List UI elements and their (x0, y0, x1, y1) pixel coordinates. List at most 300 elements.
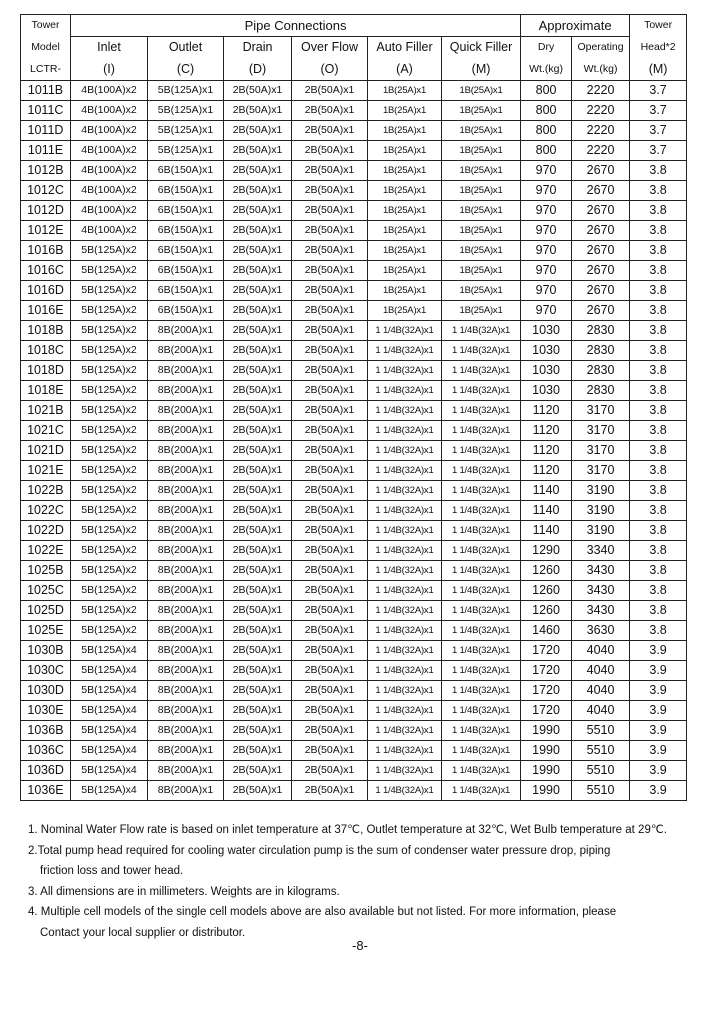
cell-inlet: 5B(125A)x4 (71, 641, 148, 661)
cell-quick-filler: 1 1/4B(32A)x1 (442, 481, 521, 501)
cell-quick-filler: 1 1/4B(32A)x1 (442, 721, 521, 741)
cell-quick-filler: 1 1/4B(32A)x1 (442, 421, 521, 441)
cell-operating-weight: 4040 (572, 641, 630, 661)
header-approximate: Approximate (521, 15, 630, 37)
cell-drain: 2B(50A)x1 (224, 361, 292, 381)
cell-drain: 2B(50A)x1 (224, 601, 292, 621)
cell-dry-weight: 1720 (521, 701, 572, 721)
header-operating: Operating (572, 37, 630, 59)
cell-outlet: 8B(200A)x1 (148, 561, 224, 581)
cell-auto-filler: 1B(25A)x1 (368, 221, 442, 241)
cell-outlet: 8B(200A)x1 (148, 621, 224, 641)
cell-dry-weight: 1120 (521, 421, 572, 441)
cell-overflow: 2B(50A)x1 (292, 641, 368, 661)
cell-dry-weight: 970 (521, 181, 572, 201)
cell-inlet: 5B(125A)x2 (71, 481, 148, 501)
cell-quick-filler: 1 1/4B(32A)x1 (442, 621, 521, 641)
table-row (21, 161, 687, 181)
cell-tower-head: 3.9 (630, 661, 687, 681)
header-head-unit: (M) (630, 59, 687, 81)
cell-operating-weight: 3170 (572, 401, 630, 421)
table-row (21, 301, 687, 321)
cell-outlet: 8B(200A)x1 (148, 601, 224, 621)
cell-quick-filler: 1 1/4B(32A)x1 (442, 461, 521, 481)
cell-model: 1016E (21, 301, 71, 321)
cell-outlet: 8B(200A)x1 (148, 421, 224, 441)
cell-inlet: 5B(125A)x2 (71, 341, 148, 361)
cell-quick-filler: 1 1/4B(32A)x1 (442, 541, 521, 561)
cell-auto-filler: 1B(25A)x1 (368, 181, 442, 201)
cell-drain: 2B(50A)x1 (224, 481, 292, 501)
cell-model: 1030E (21, 701, 71, 721)
cell-drain: 2B(50A)x1 (224, 441, 292, 461)
table-header (21, 15, 687, 81)
cell-auto-filler: 1 1/4B(32A)x1 (368, 701, 442, 721)
cell-model: 1011C (21, 101, 71, 121)
table-row (21, 201, 687, 221)
cell-overflow: 2B(50A)x1 (292, 281, 368, 301)
cell-model: 1036B (21, 721, 71, 741)
header-row-1 (21, 15, 687, 37)
cell-quick-filler: 1B(25A)x1 (442, 241, 521, 261)
cell-auto-filler: 1B(25A)x1 (368, 161, 442, 181)
cell-operating-weight: 3430 (572, 581, 630, 601)
cell-operating-weight: 2220 (572, 81, 630, 101)
cell-model: 1012B (21, 161, 71, 181)
cell-auto-filler: 1 1/4B(32A)x1 (368, 321, 442, 341)
cell-overflow: 2B(50A)x1 (292, 441, 368, 461)
cell-tower-head: 3.8 (630, 581, 687, 601)
cell-model: 1030B (21, 641, 71, 661)
cell-quick-filler: 1B(25A)x1 (442, 81, 521, 101)
cell-operating-weight: 2670 (572, 261, 630, 281)
cell-dry-weight: 800 (521, 121, 572, 141)
cell-quick-filler: 1 1/4B(32A)x1 (442, 641, 521, 661)
cell-dry-weight: 970 (521, 221, 572, 241)
cell-auto-filler: 1 1/4B(32A)x1 (368, 641, 442, 661)
cell-drain: 2B(50A)x1 (224, 401, 292, 421)
cell-overflow: 2B(50A)x1 (292, 361, 368, 381)
cell-dry-weight: 1990 (521, 741, 572, 761)
cell-quick-filler: 1 1/4B(32A)x1 (442, 781, 521, 801)
cell-inlet: 4B(100A)x2 (71, 161, 148, 181)
table-row (21, 481, 687, 501)
cell-model: 1021C (21, 421, 71, 441)
cell-overflow: 2B(50A)x1 (292, 181, 368, 201)
cell-drain: 2B(50A)x1 (224, 341, 292, 361)
table-row (21, 641, 687, 661)
cell-outlet: 5B(125A)x1 (148, 121, 224, 141)
cell-auto-filler: 1 1/4B(32A)x1 (368, 601, 442, 621)
cell-inlet: 5B(125A)x2 (71, 441, 148, 461)
table-row (21, 701, 687, 721)
cell-dry-weight: 1030 (521, 341, 572, 361)
cell-outlet: 6B(150A)x1 (148, 181, 224, 201)
cell-auto-filler: 1 1/4B(32A)x1 (368, 581, 442, 601)
cell-operating-weight: 2670 (572, 281, 630, 301)
cell-auto-filler: 1 1/4B(32A)x1 (368, 441, 442, 461)
cell-auto-filler: 1 1/4B(32A)x1 (368, 761, 442, 781)
cell-outlet: 8B(200A)x1 (148, 581, 224, 601)
cell-outlet: 8B(200A)x1 (148, 721, 224, 741)
cell-auto-filler: 1 1/4B(32A)x1 (368, 781, 442, 801)
cell-auto-filler: 1 1/4B(32A)x1 (368, 481, 442, 501)
cell-drain: 2B(50A)x1 (224, 181, 292, 201)
cell-outlet: 6B(150A)x1 (148, 161, 224, 181)
header-model-line2: Model (21, 37, 71, 59)
cell-operating-weight: 5510 (572, 781, 630, 801)
cell-model: 1011E (21, 141, 71, 161)
cell-quick-filler: 1 1/4B(32A)x1 (442, 561, 521, 581)
cell-operating-weight: 3430 (572, 561, 630, 581)
cell-quick-filler: 1B(25A)x1 (442, 201, 521, 221)
cell-tower-head: 3.8 (630, 441, 687, 461)
table-row (21, 401, 687, 421)
cell-quick-filler: 1 1/4B(32A)x1 (442, 501, 521, 521)
cell-operating-weight: 5510 (572, 741, 630, 761)
cell-drain: 2B(50A)x1 (224, 121, 292, 141)
cell-inlet: 5B(125A)x2 (71, 321, 148, 341)
header-auto-filler-code: (A) (368, 59, 442, 81)
note-4: 4. Multiple cell models of the single cell models above are also available but not listed. For more information, please (28, 906, 617, 918)
cell-operating-weight: 4040 (572, 661, 630, 681)
page-number: -8- (352, 938, 368, 953)
cell-inlet: 5B(125A)x2 (71, 561, 148, 581)
cell-outlet: 6B(150A)x1 (148, 201, 224, 221)
cell-drain: 2B(50A)x1 (224, 261, 292, 281)
cell-quick-filler: 1 1/4B(32A)x1 (442, 381, 521, 401)
pipe-connections-table (20, 14, 687, 801)
cell-auto-filler: 1 1/4B(32A)x1 (368, 721, 442, 741)
cell-auto-filler: 1 1/4B(32A)x1 (368, 401, 442, 421)
table-row (21, 761, 687, 781)
cell-outlet: 8B(200A)x1 (148, 741, 224, 761)
cell-drain: 2B(50A)x1 (224, 201, 292, 221)
cell-quick-filler: 1B(25A)x1 (442, 101, 521, 121)
cell-dry-weight: 1990 (521, 781, 572, 801)
header-dry: Dry (521, 37, 572, 59)
cell-outlet: 5B(125A)x1 (148, 141, 224, 161)
note-3: 3. All dimensions are in millimeters. Weights are in kilograms. (28, 885, 340, 898)
cell-dry-weight: 1120 (521, 461, 572, 481)
cell-outlet: 8B(200A)x1 (148, 641, 224, 661)
header-row-2 (21, 37, 687, 59)
cell-dry-weight: 1140 (521, 521, 572, 541)
cell-overflow: 2B(50A)x1 (292, 741, 368, 761)
cell-quick-filler: 1B(25A)x1 (442, 301, 521, 321)
header-model-line3: LCTR- (21, 59, 71, 81)
cell-model: 1022E (21, 541, 71, 561)
cell-model: 1030D (21, 681, 71, 701)
table-row (21, 681, 687, 701)
cell-model: 1025C (21, 581, 71, 601)
cell-outlet: 8B(200A)x1 (148, 681, 224, 701)
cell-outlet: 8B(200A)x1 (148, 381, 224, 401)
cell-drain: 2B(50A)x1 (224, 461, 292, 481)
cell-inlet: 4B(100A)x2 (71, 101, 148, 121)
table-row (21, 221, 687, 241)
note-2: 2.Total pump head required for cooling water circulation pump is the sum of condenser water pressure drop, piping (28, 844, 611, 857)
cell-drain: 2B(50A)x1 (224, 281, 292, 301)
footnotes (28, 820, 708, 943)
cell-overflow: 2B(50A)x1 (292, 201, 368, 221)
cell-tower-head: 3.9 (630, 741, 687, 761)
cell-operating-weight: 2670 (572, 201, 630, 221)
cell-dry-weight: 970 (521, 261, 572, 281)
cell-inlet: 4B(100A)x2 (71, 221, 148, 241)
cell-overflow: 2B(50A)x1 (292, 561, 368, 581)
cell-tower-head: 3.7 (630, 101, 687, 121)
cell-drain: 2B(50A)x1 (224, 501, 292, 521)
cell-overflow: 2B(50A)x1 (292, 681, 368, 701)
table-row (21, 781, 687, 801)
header-row-3 (21, 59, 687, 81)
cell-inlet: 5B(125A)x4 (71, 681, 148, 701)
cell-overflow: 2B(50A)x1 (292, 141, 368, 161)
cell-tower-head: 3.7 (630, 81, 687, 101)
cell-outlet: 8B(200A)x1 (148, 701, 224, 721)
cell-drain: 2B(50A)x1 (224, 561, 292, 581)
table-row (21, 601, 687, 621)
cell-inlet: 4B(100A)x2 (71, 141, 148, 161)
cell-drain: 2B(50A)x1 (224, 661, 292, 681)
cell-model: 1016D (21, 281, 71, 301)
cell-operating-weight: 3190 (572, 481, 630, 501)
cell-outlet: 5B(125A)x1 (148, 101, 224, 121)
cell-inlet: 4B(100A)x2 (71, 201, 148, 221)
cell-tower-head: 3.8 (630, 381, 687, 401)
cell-auto-filler: 1 1/4B(32A)x1 (368, 341, 442, 361)
cell-operating-weight: 2670 (572, 241, 630, 261)
cell-model: 1016C (21, 261, 71, 281)
cell-dry-weight: 1460 (521, 621, 572, 641)
header-head-line2: Head*2 (630, 37, 687, 59)
cell-operating-weight: 2830 (572, 381, 630, 401)
cell-overflow: 2B(50A)x1 (292, 381, 368, 401)
cell-operating-weight: 2220 (572, 141, 630, 161)
cell-inlet: 5B(125A)x2 (71, 401, 148, 421)
cell-inlet: 5B(125A)x2 (71, 541, 148, 561)
cell-model: 1025B (21, 561, 71, 581)
cell-outlet: 6B(150A)x1 (148, 261, 224, 281)
cell-inlet: 5B(125A)x2 (71, 241, 148, 261)
cell-quick-filler: 1B(25A)x1 (442, 141, 521, 161)
cell-drain: 2B(50A)x1 (224, 321, 292, 341)
cell-dry-weight: 1720 (521, 681, 572, 701)
cell-quick-filler: 1 1/4B(32A)x1 (442, 741, 521, 761)
cell-model: 1012E (21, 221, 71, 241)
cell-overflow: 2B(50A)x1 (292, 341, 368, 361)
spec-sheet (20, 14, 687, 801)
cell-model: 1012D (21, 201, 71, 221)
cell-tower-head: 3.8 (630, 261, 687, 281)
cell-model: 1011B (21, 81, 71, 101)
cell-tower-head: 3.8 (630, 201, 687, 221)
cell-tower-head: 3.9 (630, 781, 687, 801)
cell-tower-head: 3.9 (630, 721, 687, 741)
cell-drain: 2B(50A)x1 (224, 101, 292, 121)
table-row (21, 141, 687, 161)
cell-inlet: 5B(125A)x4 (71, 701, 148, 721)
cell-outlet: 8B(200A)x1 (148, 521, 224, 541)
cell-overflow: 2B(50A)x1 (292, 241, 368, 261)
table-row (21, 241, 687, 261)
cell-inlet: 5B(125A)x4 (71, 661, 148, 681)
table-row (21, 121, 687, 141)
cell-dry-weight: 1720 (521, 661, 572, 681)
cell-dry-weight: 1030 (521, 361, 572, 381)
cell-model: 1022C (21, 501, 71, 521)
cell-auto-filler: 1 1/4B(32A)x1 (368, 501, 442, 521)
cell-outlet: 6B(150A)x1 (148, 241, 224, 261)
cell-drain: 2B(50A)x1 (224, 421, 292, 441)
cell-quick-filler: 1B(25A)x1 (442, 221, 521, 241)
cell-drain: 2B(50A)x1 (224, 141, 292, 161)
cell-overflow: 2B(50A)x1 (292, 101, 368, 121)
table-row (21, 81, 687, 101)
table-row (21, 181, 687, 201)
table-row (21, 321, 687, 341)
cell-operating-weight: 3190 (572, 501, 630, 521)
cell-tower-head: 3.9 (630, 701, 687, 721)
cell-quick-filler: 1B(25A)x1 (442, 281, 521, 301)
header-inlet: Inlet (71, 37, 148, 59)
cell-drain: 2B(50A)x1 (224, 681, 292, 701)
cell-model: 1018B (21, 321, 71, 341)
cell-model: 1036C (21, 741, 71, 761)
table-row (21, 341, 687, 361)
cell-drain: 2B(50A)x1 (224, 641, 292, 661)
cell-dry-weight: 1260 (521, 561, 572, 581)
cell-auto-filler: 1B(25A)x1 (368, 81, 442, 101)
header-auto-filler: Auto Filler (368, 37, 442, 59)
cell-model: 1025D (21, 601, 71, 621)
table-row (21, 581, 687, 601)
cell-operating-weight: 2830 (572, 361, 630, 381)
cell-quick-filler: 1B(25A)x1 (442, 261, 521, 281)
cell-tower-head: 3.8 (630, 621, 687, 641)
cell-auto-filler: 1 1/4B(32A)x1 (368, 381, 442, 401)
cell-overflow: 2B(50A)x1 (292, 661, 368, 681)
table-row (21, 101, 687, 121)
cell-overflow: 2B(50A)x1 (292, 581, 368, 601)
table-row (21, 381, 687, 401)
cell-outlet: 6B(150A)x1 (148, 301, 224, 321)
cell-inlet: 5B(125A)x2 (71, 361, 148, 381)
cell-dry-weight: 1120 (521, 441, 572, 461)
cell-dry-weight: 800 (521, 101, 572, 121)
cell-inlet: 5B(125A)x2 (71, 461, 148, 481)
cell-overflow: 2B(50A)x1 (292, 421, 368, 441)
cell-outlet: 8B(200A)x1 (148, 481, 224, 501)
cell-operating-weight: 2830 (572, 341, 630, 361)
cell-model: 1018C (21, 341, 71, 361)
table-row (21, 541, 687, 561)
cell-drain: 2B(50A)x1 (224, 301, 292, 321)
cell-operating-weight: 3630 (572, 621, 630, 641)
cell-dry-weight: 970 (521, 301, 572, 321)
header-model-line1: Tower (21, 15, 71, 37)
cell-model: 1016B (21, 241, 71, 261)
cell-operating-weight: 2670 (572, 221, 630, 241)
header-operating-unit: Wt.(kg) (572, 59, 630, 81)
cell-overflow: 2B(50A)x1 (292, 461, 368, 481)
note-1: 1. Nominal Water Flow rate is based on inlet temperature at 37℃, Outlet temperature at 32℃, Wet Bulb temperature at 29℃. (28, 824, 667, 836)
cell-model: 1022B (21, 481, 71, 501)
table-row (21, 521, 687, 541)
cell-auto-filler: 1 1/4B(32A)x1 (368, 361, 442, 381)
table-row (21, 741, 687, 761)
cell-tower-head: 3.7 (630, 141, 687, 161)
cell-outlet: 8B(200A)x1 (148, 361, 224, 381)
cell-dry-weight: 800 (521, 81, 572, 101)
cell-model: 1021E (21, 461, 71, 481)
cell-tower-head: 3.7 (630, 121, 687, 141)
cell-tower-head: 3.8 (630, 241, 687, 261)
cell-model: 1021D (21, 441, 71, 461)
table-row (21, 261, 687, 281)
cell-tower-head: 3.9 (630, 761, 687, 781)
table-row (21, 421, 687, 441)
cell-inlet: 5B(125A)x2 (71, 381, 148, 401)
cell-quick-filler: 1 1/4B(32A)x1 (442, 681, 521, 701)
table-row (21, 361, 687, 381)
table-row (21, 461, 687, 481)
cell-outlet: 8B(200A)x1 (148, 761, 224, 781)
cell-tower-head: 3.8 (630, 481, 687, 501)
cell-dry-weight: 1140 (521, 501, 572, 521)
cell-drain: 2B(50A)x1 (224, 221, 292, 241)
cell-tower-head: 3.8 (630, 541, 687, 561)
cell-auto-filler: 1B(25A)x1 (368, 141, 442, 161)
cell-model: 1022D (21, 521, 71, 541)
note-2-continued: friction loss and tower head. (40, 865, 184, 877)
cell-overflow: 2B(50A)x1 (292, 701, 368, 721)
cell-inlet: 5B(125A)x2 (71, 301, 148, 321)
cell-operating-weight: 4040 (572, 701, 630, 721)
cell-auto-filler: 1B(25A)x1 (368, 241, 442, 261)
header-quick-filler: Quick Filler (442, 37, 521, 59)
cell-overflow: 2B(50A)x1 (292, 501, 368, 521)
cell-model: 1018D (21, 361, 71, 381)
cell-dry-weight: 1030 (521, 381, 572, 401)
cell-quick-filler: 1 1/4B(32A)x1 (442, 581, 521, 601)
cell-drain: 2B(50A)x1 (224, 781, 292, 801)
cell-quick-filler: 1 1/4B(32A)x1 (442, 441, 521, 461)
cell-inlet: 5B(125A)x2 (71, 521, 148, 541)
cell-model: 1021B (21, 401, 71, 421)
cell-inlet: 5B(125A)x4 (71, 741, 148, 761)
table-body (21, 81, 687, 801)
table-row (21, 441, 687, 461)
cell-auto-filler: 1B(25A)x1 (368, 301, 442, 321)
cell-operating-weight: 4040 (572, 681, 630, 701)
header-drain-code: (D) (224, 59, 292, 81)
cell-auto-filler: 1B(25A)x1 (368, 261, 442, 281)
cell-operating-weight: 5510 (572, 721, 630, 741)
cell-quick-filler: 1 1/4B(32A)x1 (442, 521, 521, 541)
cell-operating-weight: 3190 (572, 521, 630, 541)
cell-overflow: 2B(50A)x1 (292, 721, 368, 741)
cell-inlet: 5B(125A)x4 (71, 761, 148, 781)
header-pipe-connections: Pipe Connections (71, 15, 521, 37)
cell-auto-filler: 1 1/4B(32A)x1 (368, 741, 442, 761)
cell-operating-weight: 2670 (572, 301, 630, 321)
cell-tower-head: 3.8 (630, 321, 687, 341)
cell-outlet: 8B(200A)x1 (148, 441, 224, 461)
cell-dry-weight: 970 (521, 241, 572, 261)
header-quick-filler-code: (M) (442, 59, 521, 81)
